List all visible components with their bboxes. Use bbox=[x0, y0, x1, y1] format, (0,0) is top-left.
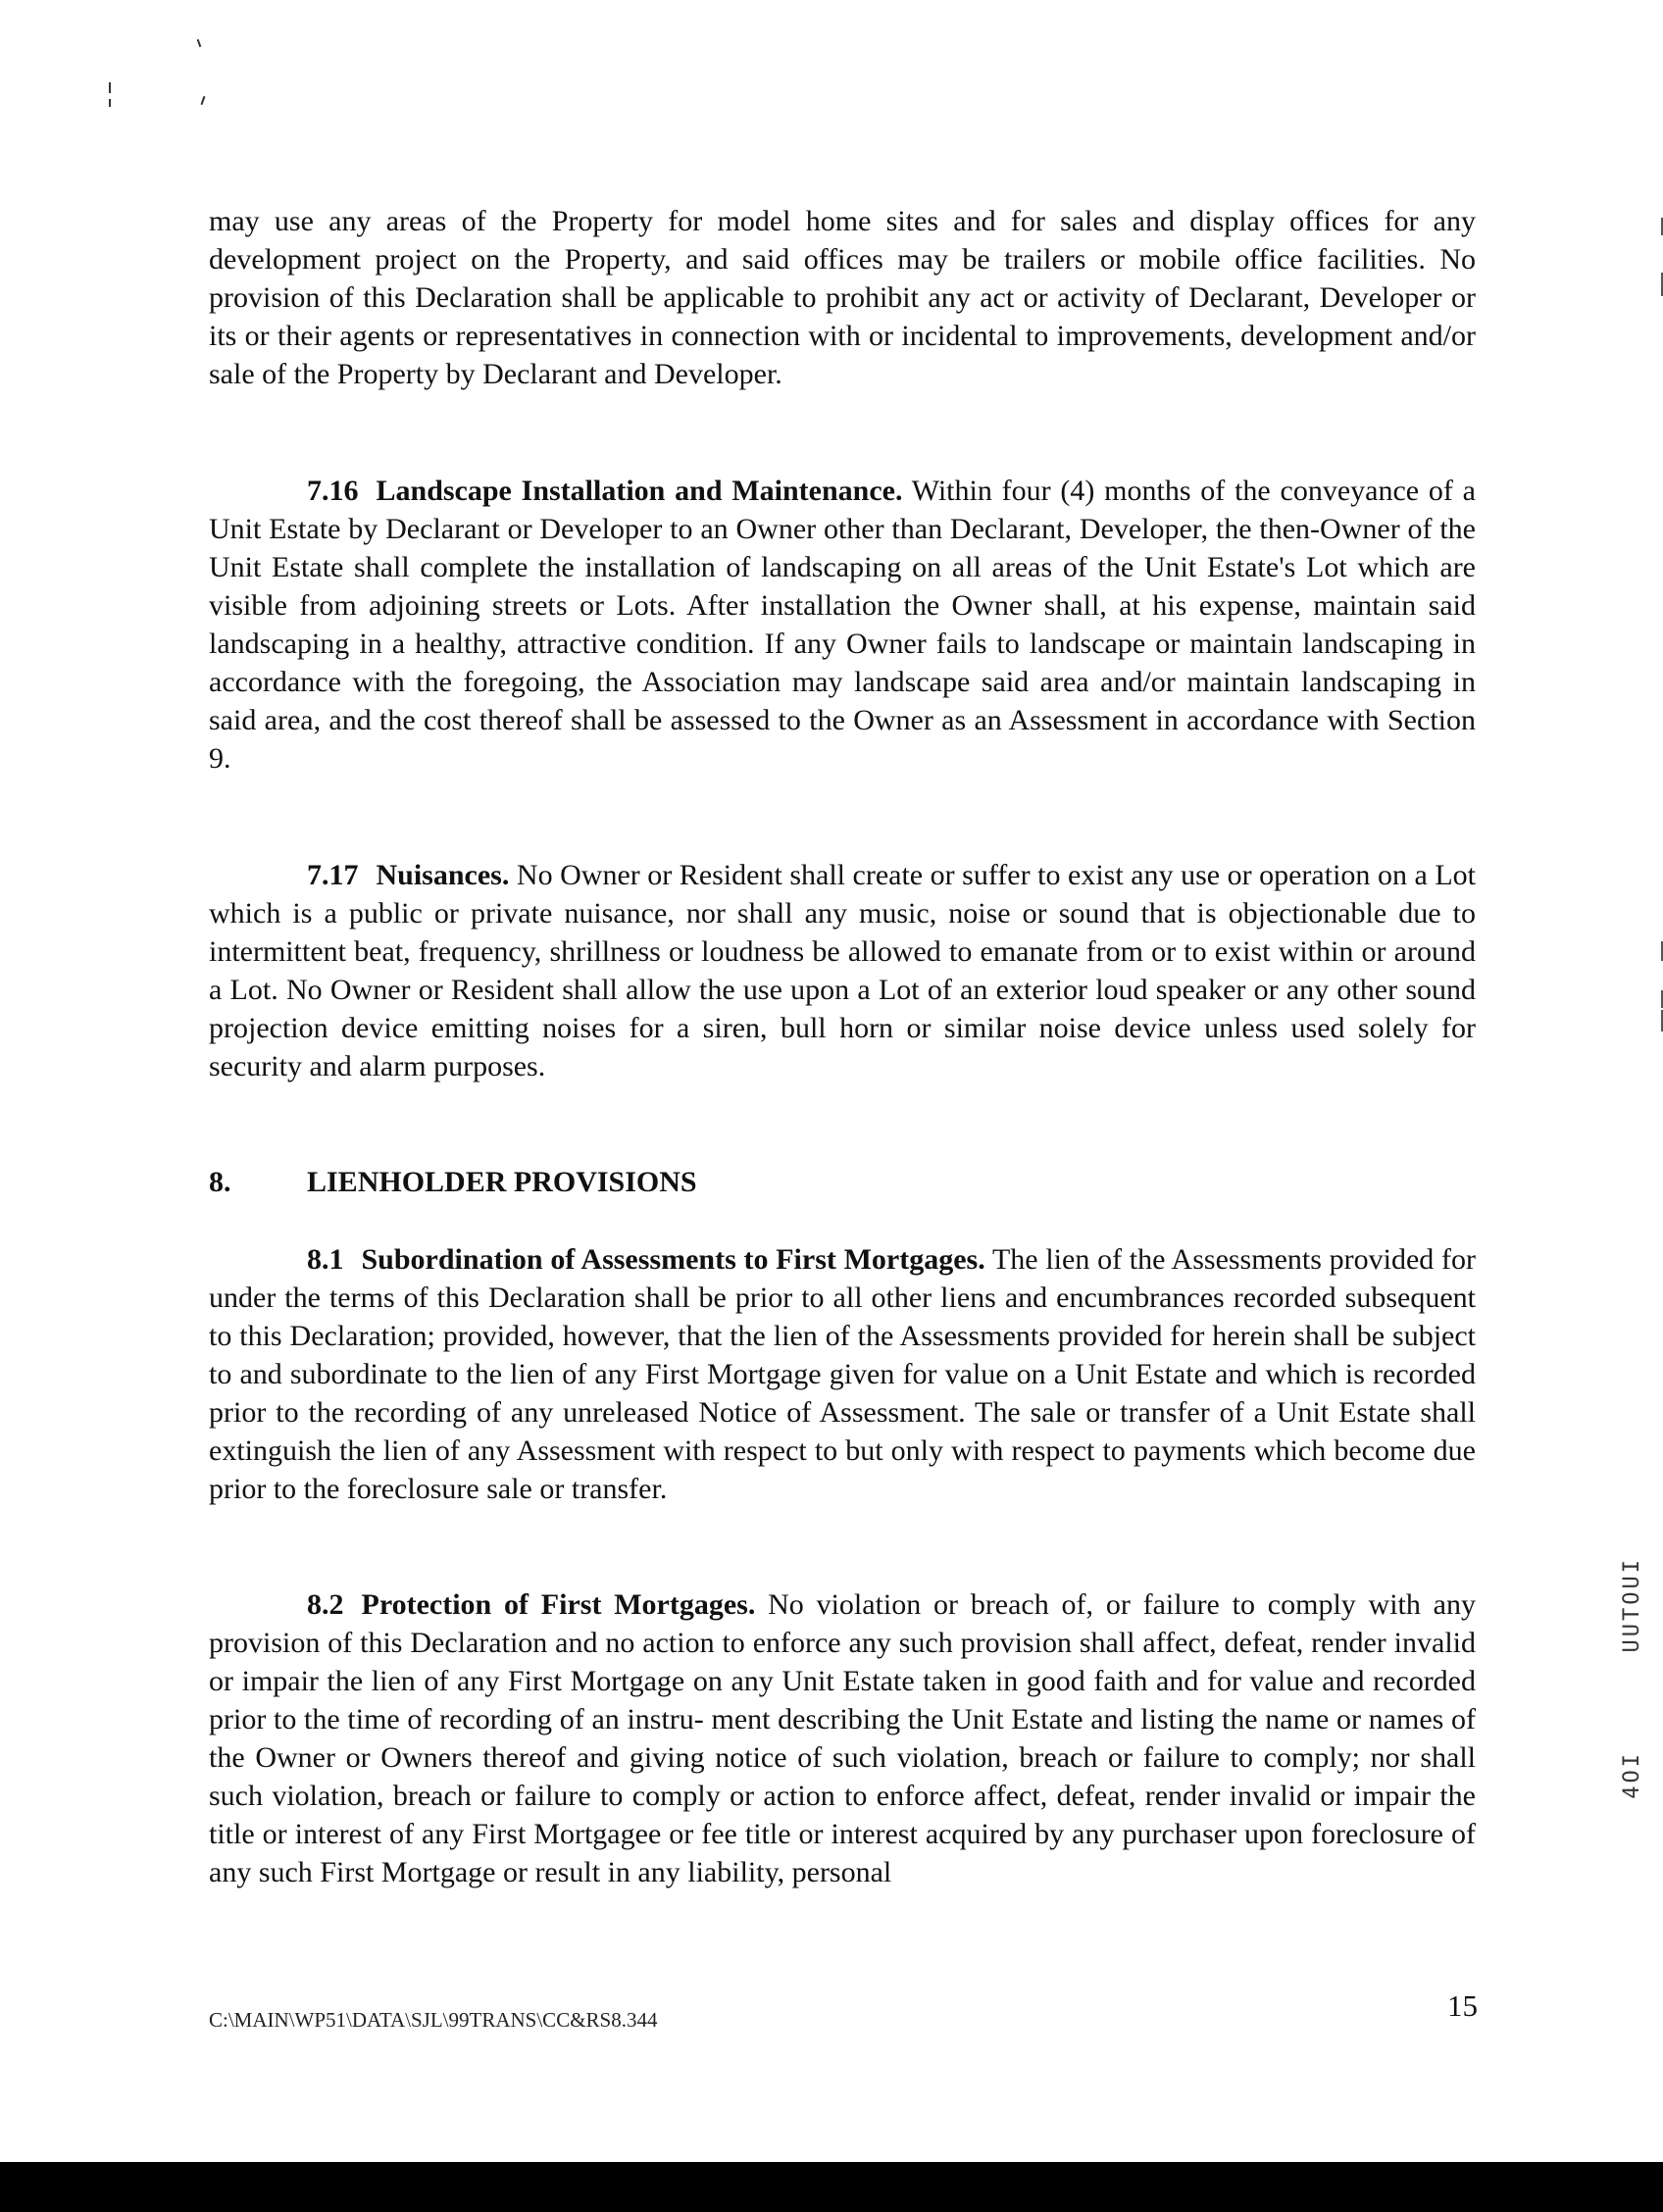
margin-stamp-lower: 4OI bbox=[1620, 1751, 1644, 1799]
paragraph-continuation bbox=[209, 202, 1476, 393]
paragraph-text: No violation or breach of, or failure to comply with any provision of this Declaration and no action to enforce any such provision shall affect, defeat, render invalid or impair the lien of any First Mortgage on any Unit Estate taken in good faith and for value and recorded prior to the time of recording of an instru- ment describing the Unit Estate and listing the name or names of the Owner or Owners thereof and giving notice of such violation, breach or failure to comply; nor shall such violation, breach or failure to comply or action to enforce affect, defeat, render invalid or impair the title or interest of any First Mortgagee or fee title or interest acquired by any purchaser upon foreclosure of any such First Mortgage or result in any liability, personal bbox=[209, 1588, 1476, 1888]
clause-title: Landscape Installation and Maintenance. bbox=[376, 475, 903, 507]
page-number: 15 bbox=[1447, 1988, 1478, 2023]
scan-speck bbox=[201, 96, 206, 105]
paragraph-7-17 bbox=[209, 856, 1476, 1085]
clause-number: 8.1 bbox=[307, 1243, 344, 1276]
paragraph-text: may use any areas of the Property for model home sites and for sales and display offices for any development project on the Property, and said offices may be trailers or mobile office facilities. No provision of this Declaration shall be applicable to prohibit any act or activity of Declarant, Developer or its or their agents or representatives in connection with or incidental to improvements, development and/or sale of the Property by Declarant and Developer. bbox=[209, 205, 1476, 390]
margin-stamp-upper: UUTOUI bbox=[1620, 1557, 1644, 1653]
section-title: LIENHOLDER PROVISIONS bbox=[307, 1166, 697, 1198]
paragraph-text: The lien of the Assessments provided for under the terms of this Declaration shall be prior to all other liens and encumbrances recorded subsequent to this Declaration; provided, however, that the lien of the Assessments provided for herein shall be subject to and subordinate to the lien of any First Mortgage given for value on a Unit Estate and which is recorded prior to the recording of any unreleased Notice of Assessment. The sale or transfer of a Unit Estate shall extinguish the lien of any Assessment with respect to but only with respect to payments which become due prior to the foreclosure sale or transfer. bbox=[209, 1243, 1477, 1505]
scan-speck bbox=[109, 82, 111, 93]
paragraph-7-16 bbox=[209, 472, 1476, 778]
section-number: 8. bbox=[209, 1166, 231, 1198]
scan-speck bbox=[109, 99, 111, 107]
clause-number: 7.17 bbox=[307, 859, 359, 891]
paragraph-8-1 bbox=[209, 1240, 1476, 1508]
footer-file-path: C:\MAIN\WP51\DATA\SJL\99TRANS\CC&RS8.344 bbox=[209, 2008, 658, 2032]
paragraph-8-2 bbox=[209, 1585, 1476, 1891]
clause-number: 7.16 bbox=[307, 475, 359, 507]
paragraph-text: Within four (4) months of the conveyance of a Unit Estate by Declarant or Developer to an Owner other than Declarant, Developer, the then-Owner of the Unit Estate shall complete the installation of landscaping on all areas of the Unit Estate's Lot which are visible from adjoining streets or Lots. After installation the Owner shall, at his expense, maintain said landscaping in a healthy, attractive condition. If any Owner fails to landscape or maintain landscaping in accordance with the foregoing, the Association may landscape said area and/or maintain landscaping in said area, and the cost thereof shall be assessed to the Owner as an Assessment in accordance with Section 9. bbox=[209, 475, 1476, 775]
clause-number: 8.2 bbox=[307, 1588, 344, 1621]
clause-title: Protection of First Mortgages. bbox=[361, 1588, 756, 1621]
clause-title: Subordination of Assessments to First Mortgages. bbox=[361, 1243, 985, 1276]
scan-speck bbox=[197, 39, 202, 47]
paragraph-text: No Owner or Resident shall create or suffer to exist any use or operation on a Lot which is a public or private nuisance, nor shall any music, noise or sound that is objectionable due to intermittent beat, frequency, shrillness or loudness be allowed to emanate from or to exist within or around a Lot. No Owner or Resident shall allow the use upon a Lot of an exterior loud speaker or any other sound projection device emitting noises for a siren, bull horn or similar noise device unless used solely for security and alarm purposes. bbox=[209, 859, 1476, 1082]
section-heading bbox=[209, 1163, 697, 1201]
clause-title: Nuisances. bbox=[376, 859, 510, 891]
